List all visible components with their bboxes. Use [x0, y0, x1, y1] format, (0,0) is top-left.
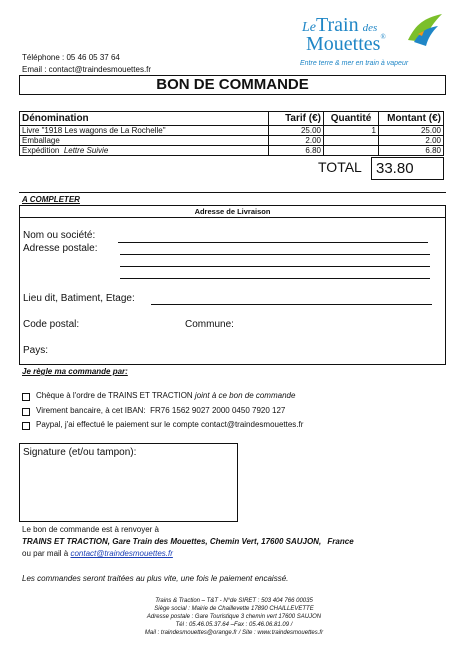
- row-name-italic: Lettre Suivie: [63, 146, 109, 155]
- complete-heading: A COMPLETER: [22, 195, 80, 204]
- header-amount: Montant (€): [379, 112, 444, 126]
- row-qty: 1: [324, 126, 379, 136]
- contact-email: Email : contact@traindesmouettes.fr: [22, 65, 152, 74]
- processing-note: Les commandes seront traitées au plus vite, une fois le paiement encaissé.: [22, 574, 289, 583]
- logo-train: Train: [316, 14, 359, 36]
- title-box: [19, 75, 446, 95]
- contact-phone: Téléphone : 05 46 05 37 64: [22, 53, 120, 62]
- transfer-option: Virement bancaire, à cet IBAN: FR76 1562 9027 2000 0450 7920 127: [36, 406, 286, 415]
- cheque-option: [36, 391, 295, 400]
- row-price: 6.80: [269, 146, 324, 156]
- payment-heading: Je règle ma commande par:: [22, 367, 128, 376]
- return-mail-prefix: ou par mail à: [22, 549, 69, 558]
- table-row: [20, 126, 444, 136]
- row-qty: [324, 146, 379, 156]
- name-field[interactable]: [118, 242, 428, 243]
- place-field[interactable]: [151, 304, 432, 305]
- seagull-icon: [404, 12, 446, 52]
- address-field-line1[interactable]: [120, 254, 430, 255]
- row-price: 2.00: [269, 136, 324, 146]
- header-price: Tarif (€): [269, 112, 324, 126]
- return-line3: [22, 549, 173, 558]
- logo-tagline: Entre terre & mer en train à vapeur: [300, 60, 409, 67]
- city-label: Commune:: [185, 319, 234, 330]
- logo-des: des: [362, 22, 378, 34]
- footer-line: Trains & Traction – T&T - N°de SIRET : 503 404 766 00035: [155, 598, 313, 604]
- row-amount: 6.80: [379, 146, 444, 156]
- footer-line: Mail : traindesmouettes@orange.fr / Site : www.traindesmouettes.fr: [144, 630, 324, 636]
- signature-label: Signature (et/ou tampon):: [23, 447, 137, 458]
- footer-line: Siège social : Mairie de Chaillevette 17890 CHAILLEVETTE: [154, 606, 314, 612]
- paypal-option: Paypal, j'ai effectué le paiement sur le compte contact@traindesmouettes.fr: [36, 420, 304, 429]
- address-box: [19, 205, 446, 365]
- row-name-cell: [20, 146, 269, 156]
- signature-box[interactable]: [19, 443, 238, 522]
- row-amount: 2.00: [379, 136, 444, 146]
- cheque-checkbox[interactable]: [22, 393, 30, 401]
- place-field-label: Lieu dit, Batiment, Etage:: [23, 293, 135, 304]
- total-label: TOTAL: [318, 159, 362, 175]
- logo-registered: ®: [380, 33, 386, 41]
- address-field-line2[interactable]: [120, 266, 430, 267]
- separator-line: [19, 192, 446, 193]
- logo-mouettes: Mouettes: [306, 33, 381, 55]
- postal-code-label: Code postal:: [23, 319, 80, 330]
- logo-le: Le: [302, 20, 316, 35]
- address-field-label: Adresse postale:: [23, 243, 98, 254]
- total-value: 33.80: [376, 160, 414, 177]
- table-row: [20, 146, 444, 156]
- total-value-box: [371, 157, 444, 180]
- name-field-label: Nom ou société:: [23, 230, 96, 241]
- header-denomination: Dénomination: [20, 112, 269, 126]
- country-label: Pays:: [23, 345, 49, 356]
- footer: [100, 597, 368, 637]
- transfer-checkbox[interactable]: [22, 408, 30, 416]
- cheque-option-text: Chèque à l'ordre de TRAINS ET TRACTION: [36, 391, 193, 400]
- return-line1: Le bon de commande est à renvoyer à: [22, 525, 159, 534]
- return-address: TRAINS ET TRACTION, Gare Train des Mouettes, Chemin Vert, 17600 SAUJON,: [22, 537, 322, 546]
- cheque-option-italic: joint à ce bon de commande: [192, 391, 296, 400]
- order-table: [19, 111, 444, 156]
- return-country: France: [327, 537, 354, 546]
- address-box-title: Adresse de Livraison: [20, 206, 445, 218]
- row-name: Livre "1918 Les wagons de La Rochelle": [20, 126, 269, 136]
- row-amount: 25.00: [379, 126, 444, 136]
- address-field-line3[interactable]: [120, 278, 430, 279]
- page-title: BON DE COMMANDE: [156, 76, 309, 93]
- table-row: [20, 136, 444, 146]
- header-quantity: Quantité: [324, 112, 379, 126]
- row-name: Emballage: [20, 136, 269, 146]
- footer-line: Adresse postale : Gare Touristique 3 chemin vert 17600 SAUJON: [146, 614, 322, 620]
- return-line2: [22, 537, 354, 546]
- row-price: 25.00: [269, 126, 324, 136]
- row-qty: [324, 136, 379, 146]
- return-email-link[interactable]: contact@traindesmouettes.fr: [70, 549, 173, 558]
- paypal-checkbox[interactable]: [22, 422, 30, 430]
- table-header-row: [20, 112, 444, 126]
- brand-logo: [300, 12, 450, 74]
- footer-line: Tél : 05.46.05.37.64 –Fax : 05.46.06.81.09 /: [175, 622, 293, 628]
- row-name: Expédition: [22, 146, 60, 155]
